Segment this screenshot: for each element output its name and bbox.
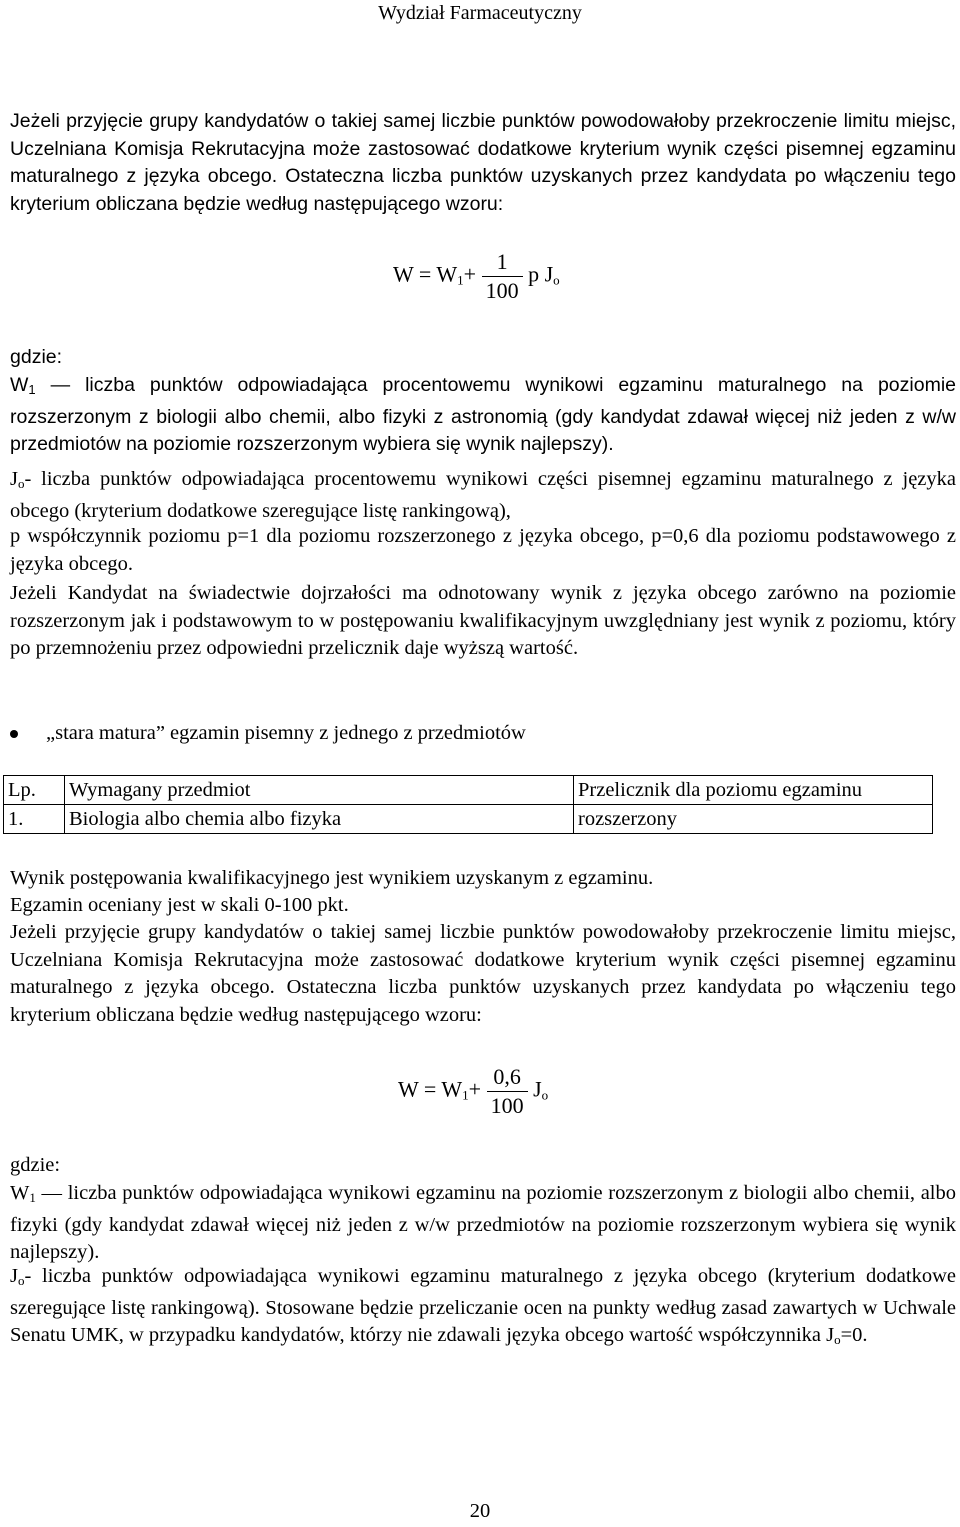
requirements-table (3, 775, 933, 834)
intro-paragraph-1: Jeżeli przyjęcie grupy kandydatów o takiej samej liczbie punktów powodowałoby przekroczenie limitu miejsc, Uczelniana Komisja Rekrutacyjna może zastosować dodatkowe kryterium wynik części pisemnej egzaminu maturalnego z języka obcego. Ostateczna liczba punktów uzyskanych przez kandydata po włączeniu tego kryterium obliczana będzie według następującego wzoru: (10, 110, 956, 215)
formula-2-numerator: 0,6 (493, 1064, 521, 1089)
formula-2-plus: + (468, 1076, 482, 1102)
formula-1-lhs: W = W (393, 261, 458, 287)
jo-sub: o (17, 1273, 25, 1288)
result-line: Wynik postępowania kwalifikacyjnego jest wynikiem uzyskanym z egzaminu. (10, 867, 654, 889)
table-header-cell: Wymagany przedmiot (65, 776, 574, 805)
formula-1-numerator: 1 (496, 249, 508, 274)
page-number: 20 (469, 1500, 491, 1522)
formula-2-fraction (487, 1064, 528, 1119)
jo-symbol: J (10, 468, 18, 490)
table-row (4, 805, 933, 834)
scale-line: Egzamin oceniany jest w skali 0-100 pkt. (10, 894, 349, 916)
formula-1-plus: + (463, 261, 477, 287)
bullet-text: „stara matura” egzamin pisemny z jednego z przedmiotów (46, 722, 526, 744)
formula-1-rest: p J (528, 261, 554, 287)
w1-symbol: W (10, 1182, 30, 1204)
formula-1-sub: 1 (457, 272, 464, 288)
formula-2-lhs: W = W (398, 1076, 463, 1102)
table-cell: 1. (4, 805, 65, 834)
fraction-bar (487, 1091, 528, 1092)
formula-2-denominator: 100 (490, 1093, 524, 1118)
table-header-row (4, 776, 933, 805)
p-definition: p współczynnik poziomu p=1 dla poziomu rozszerzonego z języka obcego, p=0,6 dla poziomu podstawowego z języka obcego. (10, 525, 956, 575)
gdzie-label-2: gdzie: (10, 1154, 61, 1176)
w1-symbol: W (10, 374, 29, 396)
jo-def-text: - liczba punktów odpowiadająca procentowemu wynikowi części pisemnej egzaminu maturalnego z języka obcego (kryterium dodatkowe szeregujące listę rankingową), (10, 468, 956, 522)
jo-definition-2 (10, 1263, 956, 1354)
formula-2-sub: 1 (462, 1087, 469, 1103)
formula-1-fraction (482, 249, 523, 304)
w1-def-text: liczba punktów odpowiadająca wynikowi egzaminu na poziomie rozszerzonym z biologii albo chemii, albo fizyki (gdy kandydat zdawał więcej niż jeden z w/w przedmiotów na poziomie rozszerzonym wybiera się wynik najlepszy). (10, 1182, 956, 1263)
gdzie-label-1: gdzie: (10, 346, 63, 368)
formula-2-rest: J (533, 1076, 542, 1102)
jo-symbol: J (10, 1265, 18, 1287)
jo-definition-1 (10, 466, 956, 525)
w1-definition-2: $W_1$ — liczba punktów odpowiadająca wynikowi egzaminu na poziomie rozszerzonym z biologii albo chemii, albo fizyki (gdy kandydat zdawał więcej niż jeden z w/w przedmiotów na poziomie rozszerzonym wybiera się wynik najlepszy). (10, 1182, 956, 1263)
jo-def-text: - liczba punktów odpowiadająca wynikowi egzaminu maturalnego z języka obcego (kryterium dodatkowe szeregujące listę rankingową). Stosowane będzie przeliczanie ocen na punkty według zasad zawartych w Uchwale Senatu UMK, w przypadku kandydatów, którzy nie zdawali języka obcego wartość współczynnika J (10, 1265, 956, 1346)
fraction-bar (482, 276, 523, 277)
bullet-icon (10, 730, 18, 738)
kandydat-paragraph: Jeżeli Kandydat na świadectwie dojrzałości ma odnotowany wynik z języka obcego zarówno na poziomie rozszerzonym jak i podstawowym to w postępowaniu kwalifikacyjnym uwzględniany jest wynik z poziomu, który po przemnożeniu przez odpowiedni przelicznik daje wyższą wartość. (10, 582, 956, 659)
formula-1-rest-sub: o (553, 272, 560, 288)
jo-tail-sub: o (834, 1332, 841, 1347)
table-header-cell: Przelicznik dla poziomu egzaminu (574, 776, 933, 805)
table-header-cell: Lp. (4, 776, 65, 805)
w1-sub: 1 (28, 382, 36, 397)
formula-2 (398, 1064, 548, 1119)
bullet-stara-matura (10, 720, 526, 747)
intro-paragraph-2: Jeżeli przyjęcie grupy kandydatów o takiej samej liczbie punktów powodowałoby przekroczenie limitu miejsc, Uczelniana Komisja Rekrutacyjna może zastosować dodatkowe kryterium wynik części pisemnej egzaminu maturalnego z języka obcego. Ostateczna liczba punktów uzyskanych przez kandydata po włączeniu tego kryterium obliczana będzie według następującego wzoru: (10, 921, 956, 1026)
formula-2-rest-sub: o (541, 1087, 549, 1103)
w1-sub: 1 (29, 1190, 36, 1205)
formula-1-denominator: 100 (485, 278, 519, 303)
jo-tail: =0. (840, 1324, 868, 1346)
page-header: Wydział Farmaceutyczny (378, 2, 582, 24)
jo-sub: o (17, 476, 25, 491)
table-cell: rozszerzony (574, 805, 933, 834)
w1-def-text: liczba punktów odpowiadająca procentowemu wynikowi egzaminu maturalnego na poziomie rozszerzonym z biologii albo chemii, albo fizyki z astronomią (gdy kandydat zdawał więcej niż jeden z w/w przedmiotów na poziomie rozszerzonym wybiera się wynik najlepszy). (10, 374, 956, 455)
formula-1 (393, 249, 560, 304)
w1-definition-1: $W_1$ — liczba punktów odpowiadająca procentowemu wynikowi egzaminu maturalnego na poziomie rozszerzonym z biologii albo chemii, albo fizyki z astronomią (gdy kandydat zdawał więcej niż jeden z w/w przedmiotów na poziomie rozszerzonym wybiera się wynik najlepszy). (10, 374, 956, 455)
table-cell: Biologia albo chemia albo fizyka (65, 805, 574, 834)
